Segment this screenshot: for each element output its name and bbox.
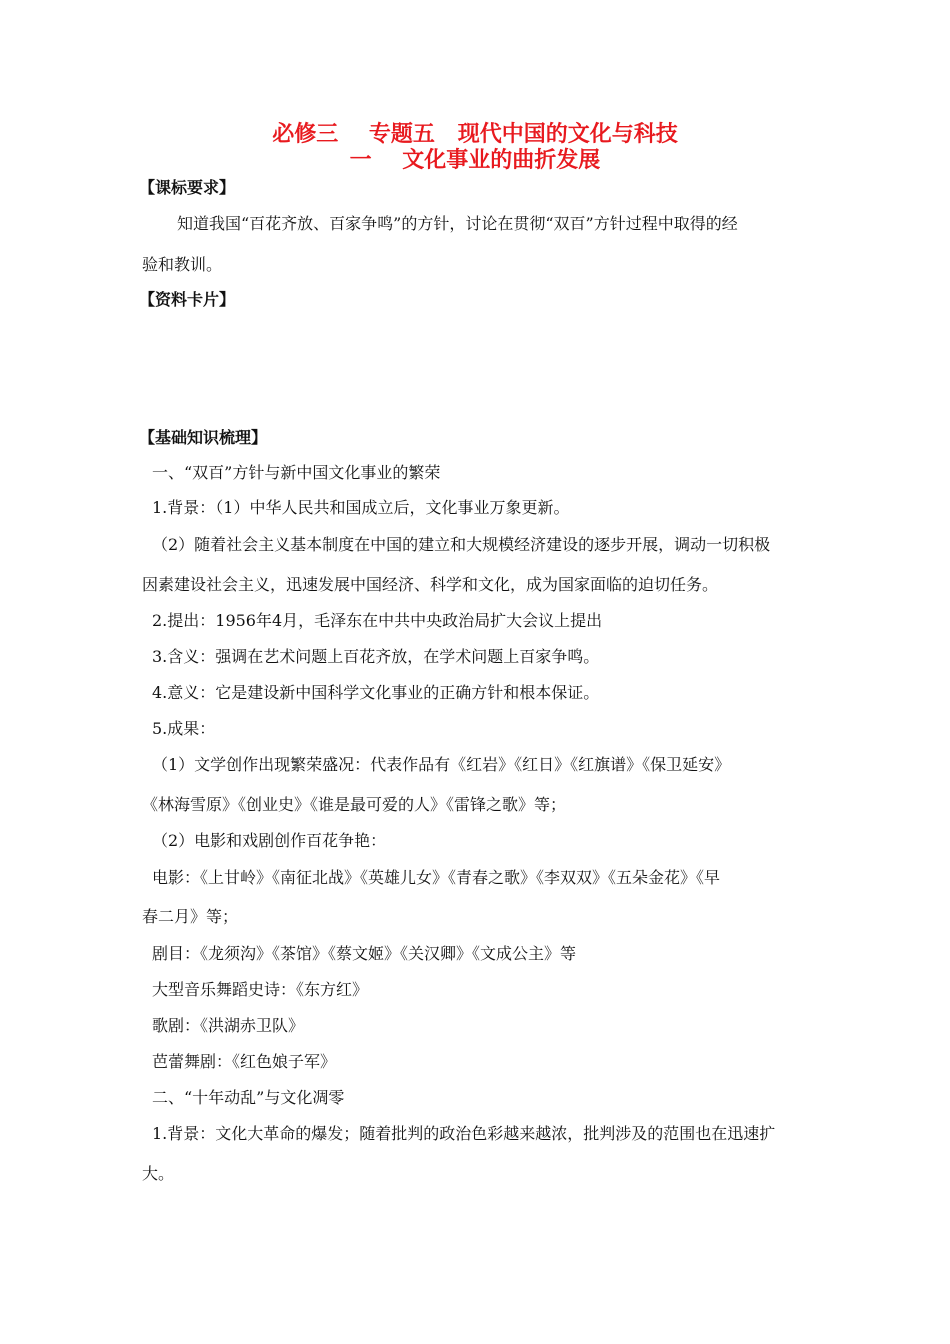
background-line-3b: 大。 bbox=[142, 1164, 175, 1183]
proposal-line: 2.提出：1956年4月，毛泽东在中共中央政治局扩大会议上提出 bbox=[152, 611, 603, 630]
literature-line-a: （1）文学创作出现繁荣盛况：代表作品有《红岩》《红日》《红旗谱》《保卫延安》 bbox=[152, 755, 731, 774]
background-line-1: 1.背景：（1）中华人民共和国成立后，文化事业万象更新。 bbox=[152, 498, 570, 517]
film-drama-title: （2）电影和戏剧创作百花争艳： bbox=[152, 831, 387, 850]
kebiao-text-line-1: 知道我国“百花齐放、百家争鸣”的方针，讨论在贯彻“双百”方针过程中取得的经 bbox=[177, 214, 738, 233]
part2-title: 二、“十年动乱”与文化凋零 bbox=[152, 1088, 345, 1107]
plays-line: 剧目：《龙须沟》《茶馆》《蔡文姬》《关汉卿》《文成公主》等 bbox=[152, 944, 577, 963]
significance-line: 4.意义：它是建设新中国科学文化事业的正确方针和根本保证。 bbox=[152, 683, 600, 702]
literature-line-b: 《林海雪原》《创业史》《谁是最可爱的人》《雷锋之歌》等； bbox=[142, 795, 567, 814]
background-line-2a: （2）随着社会主义基本制度在中国的建立和大规模经济建设的逐步开展，调动一切积极 bbox=[152, 535, 771, 554]
part1-title: 一、“双百”方针与新中国文化事业的繁荣 bbox=[152, 463, 441, 482]
document-title: 必修三 专题五 现代中国的文化与科技 bbox=[272, 122, 678, 147]
ballet-line: 芭蕾舞剧：《红色娘子军》 bbox=[152, 1052, 337, 1071]
film-line-b: 春二月》等； bbox=[142, 907, 239, 926]
achievements-line: 5.成果： bbox=[152, 719, 216, 738]
music-dance-line: 大型音乐舞蹈史诗：《东方红》 bbox=[152, 980, 369, 999]
section-heading-kebiao: 【课标要求】 bbox=[139, 178, 236, 197]
background-line-2b: 因素建设社会主义，迅速发展中国经济、科学和文化，成为国家面临的迫切任务。 bbox=[142, 575, 719, 594]
section-heading-jichu: 【基础知识梳理】 bbox=[139, 428, 268, 447]
film-line-a: 电影：《上甘岭》《南征北战》《英雄儿女》《青春之歌》《李双双》《五朵金花》《早 bbox=[152, 868, 721, 887]
background-line-3a: 1.背景：文化大革命的爆发；随着批判的政治色彩越来越浓，批判涉及的范围也在迅速扩 bbox=[152, 1124, 776, 1143]
kebiao-text-line-2: 验和教训。 bbox=[142, 255, 223, 274]
lesson-title: 一 文化事业的曲折发展 bbox=[349, 148, 601, 173]
section-heading-ziliao: 【资料卡片】 bbox=[139, 290, 236, 309]
opera-line: 歌剧：《洪湖赤卫队》 bbox=[152, 1016, 305, 1035]
meaning-line: 3.含义：强调在艺术问题上百花齐放，在学术问题上百家争鸣。 bbox=[152, 647, 600, 666]
